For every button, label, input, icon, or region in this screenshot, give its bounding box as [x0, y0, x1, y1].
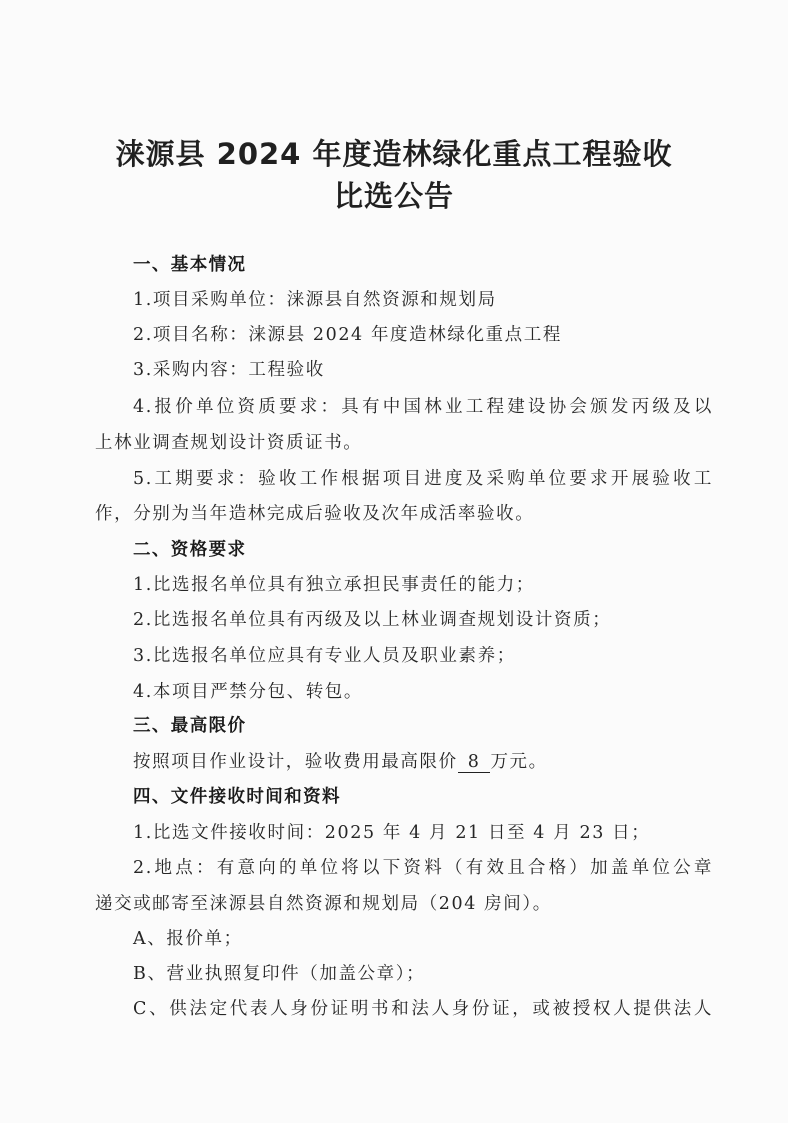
price-cap-amount: 8 [458, 752, 491, 773]
eligibility-item-1: 1.比选报名单位具有独立承担民事责任的能力； [133, 575, 535, 595]
price-cap-text [133, 750, 713, 774]
item-project-name: 2.项目名称：涞源县 2024 年度造林绿化重点工程 [133, 325, 562, 345]
item-schedule-requirement-cont: 作，分别为当年造林完成后验收及次年成活率验收。 [95, 504, 535, 524]
receipt-location-item-cont: 递交或邮寄至涞源县自然资源和规划局（204 房间）。 [95, 894, 552, 914]
item-procurement-content: 3.采购内容：工程验收 [133, 360, 325, 380]
item-purchasing-unit: 1.项目采购单位：涞源县自然资源和规划局 [133, 290, 497, 310]
document-item-a: A、报价单； [133, 929, 243, 949]
price-cap-text-after: 万元。 [490, 752, 548, 772]
eligibility-item-3: 3.比选报名单位应具有专业人员及职业素养； [133, 646, 516, 666]
item-qualification-requirement-cont: 上林业调查规划设计资质证书。 [95, 433, 363, 453]
price-cap-text-before: 按照项目作业设计，验收费用最高限价 [133, 752, 458, 772]
section-heading-document-receipt: 四、文件接收时间和资料 [133, 787, 341, 807]
eligibility-item-4: 4.本项目严禁分包、转包。 [133, 682, 363, 702]
document-item-c: C、供法定代表人身份证明书和法人身份证，或被授权人提供法人 [133, 999, 713, 1019]
item-qualification-requirement: 4.报价单位资质要求：具有中国林业工程建设协会颁发丙级及以 [133, 397, 713, 417]
eligibility-item-2: 2.比选报名单位具有丙级及以上林业调查规划设计资质； [133, 610, 612, 630]
document-title-line2: 比选公告 [333, 179, 454, 213]
section-heading-eligibility: 二、资格要求 [133, 540, 247, 560]
receipt-time-item: 1.比选文件接收时间：2025 年 4 月 21 日至 4 月 23 日； [133, 823, 651, 843]
section-heading-price-cap: 三、最高限价 [133, 716, 247, 736]
receipt-location-item: 2.地点：有意向的单位将以下资料（有效且合格）加盖单位公章 [133, 858, 713, 878]
document-item-b: B、营业执照复印件（加盖公章）； [133, 964, 426, 984]
document-title-line1: 涞源县 2024 年度造林绿化重点工程验收 [115, 137, 673, 171]
item-schedule-requirement: 5.工期要求：验收工作根据项目进度及采购单位要求开展验收工 [133, 469, 713, 489]
section-heading-basic-info: 一、基本情况 [133, 255, 247, 275]
